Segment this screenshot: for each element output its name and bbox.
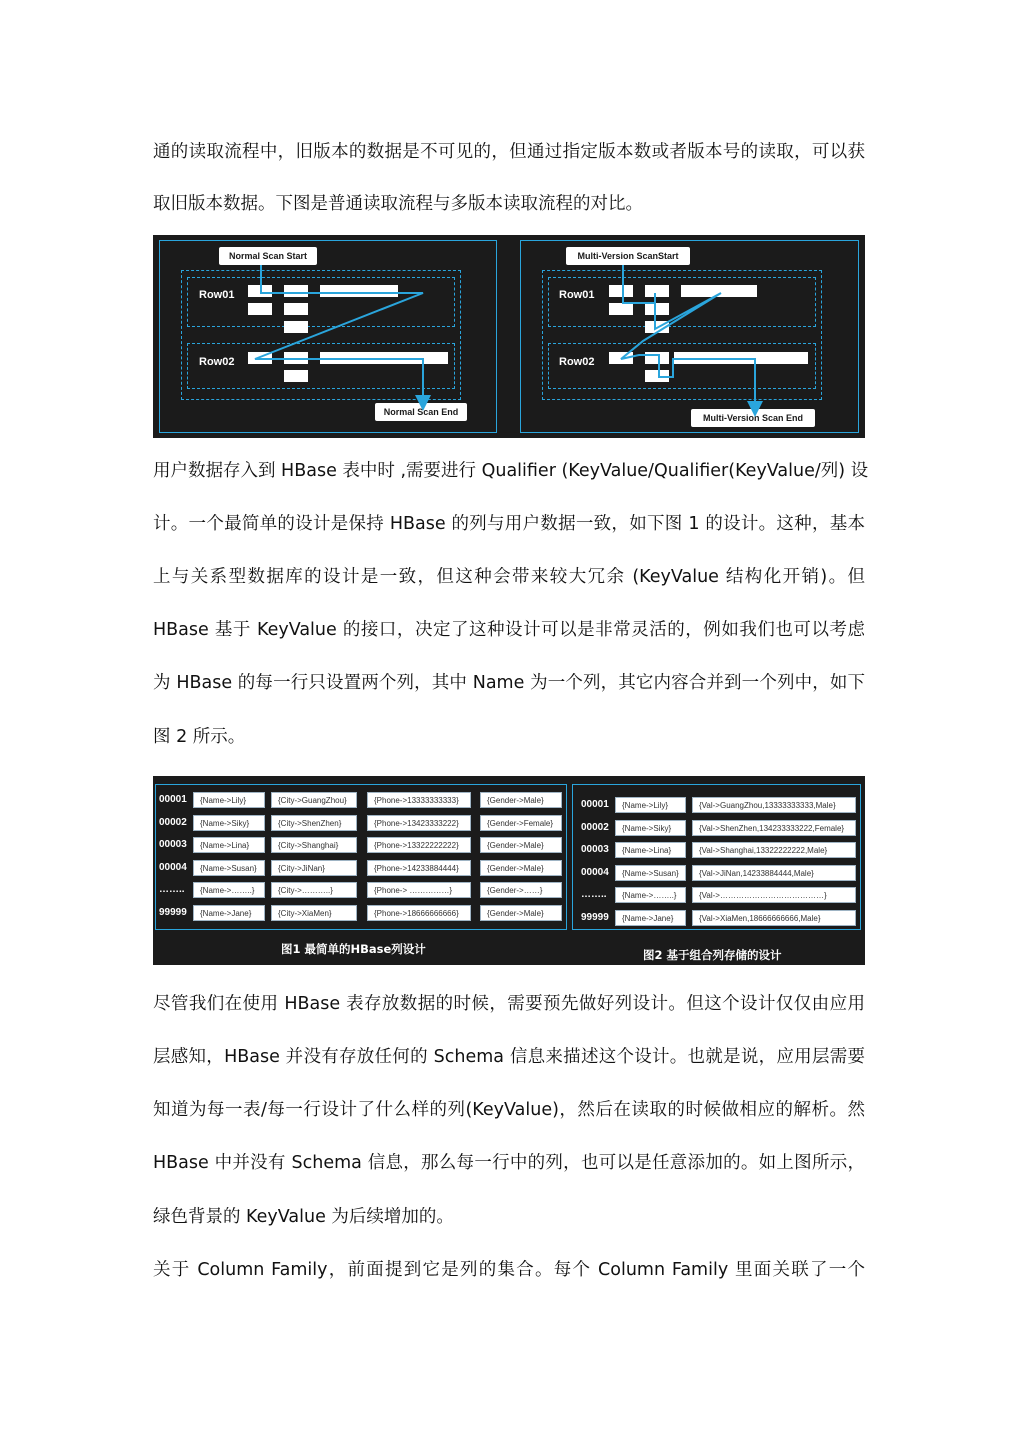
text-line: HBase 中并没有 Schema 信息，那么每一行中的列，也可以是任意添加的。如上图所示， [153,1153,865,1173]
row02-label: Row02 [199,356,235,368]
row-key: 00004 [159,861,187,873]
kv-cell: {Val->Shanghai,13322222222,Male} [692,842,856,858]
middle-paragraph [153,459,869,759]
row-key: 00001 [581,799,609,810]
row01-label: Row01 [559,289,595,301]
kv-cell: {Name->……..} [193,882,265,898]
text-line: 层感知，HBase 并没有存放任何的 Schema 信息来描述这个设计。也就是说，应用层需要 [153,1047,865,1067]
intro-paragraph [153,140,865,220]
kv-cell: {Gender->Male} [480,792,562,808]
bottom-paragraph [153,992,865,1292]
row-key: …….. [581,889,607,901]
row-key: 00002 [581,821,609,833]
kv-cell: {Name->Jane} [193,905,265,921]
text-line: 图 2 所示。 [153,727,246,747]
row02-label: Row02 [559,356,595,368]
kv-cell: {Name->Siky} [193,815,265,831]
kv-cell: {Gender->Male} [480,905,562,921]
scan-flow-figure [153,235,865,438]
kv-cell: {Name->Lily} [193,792,265,808]
normal-scan-path [255,265,423,403]
row01-label: Row01 [199,289,235,301]
kv-cell: {Val->…………………………………} [692,887,856,903]
row-key: …….. [159,884,185,896]
text-line: 取旧版本数据。下图是普通读取流程与多版本读取流程的对比。 [153,194,643,214]
kv-cell: {Name->……..} [615,887,686,903]
kv-cell: {Phone->18666666666} [367,905,471,921]
row-key: 00001 [159,794,187,805]
kv-cell: {City->ShenZhen} [271,815,357,831]
kv-cell: {Gender->Male} [480,837,562,853]
normal-scan-end-label: Normal Scan End [375,403,467,421]
kv-cell: {City->JiNan} [271,860,357,876]
kv-cell: {City->Shanghai} [271,837,357,853]
kv-cell: {Gender->……} [480,882,562,898]
kv-cell: {Name->Lina} [193,837,265,853]
kv-cell: {City->GuangZhou} [271,792,357,808]
column-design-figure [153,776,865,965]
kv-cell: {City->XiaMen} [271,905,357,921]
kv-cell: {Name->Susan} [615,865,686,881]
row-key: 00002 [159,816,187,828]
normal-scan-start-label: Normal Scan Start [219,247,317,265]
kv-cell: {Phone->13322222222} [367,837,471,853]
fig2-caption: 图2 基于组合列存储的设计 [643,948,782,962]
kv-cell: {Name->Siky} [615,820,686,836]
row-key: 00003 [159,839,187,851]
text-line: 为 HBase 的每一行只设置两个列，其中 Name 为一个列，其它内容合并到一个列中，如下 [153,673,865,693]
text-line: 计。一个最简单的设计是保持 HBase 的列与用户数据一致，如下图 1 的设计。这种，基本 [153,514,865,534]
kv-cell: {Gender->Male} [480,860,562,876]
row-key: 00003 [581,844,609,856]
fig1-caption: 图1 最简单的HBase列设计 [281,942,426,956]
kv-cell: {City->………..} [271,882,357,898]
text-line: 尽管我们在使用 HBase 表存放数据的时候，需要预先做好列设计。但这个设计仅仅由应用 [153,994,865,1014]
text-line: 用户数据存入到 HBase 表中时 ,需要进行 Qualifier (KeyValue/Qualifier(KeyValue/列) 设 [153,461,869,481]
multi-version-scan-end-label: Multi-Version Scan End [691,409,815,427]
text-line: 通的读取流程中，旧版本的数据是不可见的，但通过指定版本数或者版本号的读取，可以获 [153,142,865,162]
scan-path-arrows [153,235,865,438]
text-line: 上与关系型数据库的设计是一致，但这种会带来较大冗余 (KeyValue 结构化开销)。但 [153,567,865,587]
text-line: HBase 基于 KeyValue 的接口，决定了这种设计可以是非常灵活的，例如我们也可以考虑 [153,620,865,640]
kv-cell: {Phone->13333333333} [367,792,471,808]
kv-cell: {Name->Susan} [193,860,265,876]
multi-version-scan-path [621,265,755,409]
row-key: 99999 [159,907,187,918]
kv-cell: {Phone->13423333222} [367,815,471,831]
kv-cell: {Name->Lily} [615,797,686,813]
text-line: 知道为每一表/每一行设计了什么样的列(KeyValue)，然后在读取的时候做相应的解析。然 [153,1100,865,1120]
kv-cell: {Phone-> ……………} [367,882,471,898]
text-line: 绿色背景的 KeyValue 为后续增加的。 [153,1207,454,1227]
kv-cell: {Name->Jane} [615,910,686,926]
row-key: 00004 [581,866,609,878]
row-key: 99999 [581,912,609,923]
kv-cell: {Name->Lina} [615,842,686,858]
kv-cell: {Phone->14233884444} [367,860,471,876]
text-line: 关于 Column Family，前面提到它是列的集合。每个 Column Family 里面关联了一个 [153,1260,865,1280]
kv-cell: {Val->XiaMen,18666666666,Male} [692,910,856,926]
kv-cell: {Val->GuangZhou,13333333333,Male} [692,797,856,813]
kv-cell: {Val->ShenZhen,134233333222,Female} [692,820,856,836]
kv-cell: {Val->JiNan,14233884444,Male} [692,865,856,881]
multi-version-scan-start-label: Multi-Version ScanStart [566,247,690,265]
kv-cell: {Gender->Female} [480,815,562,831]
